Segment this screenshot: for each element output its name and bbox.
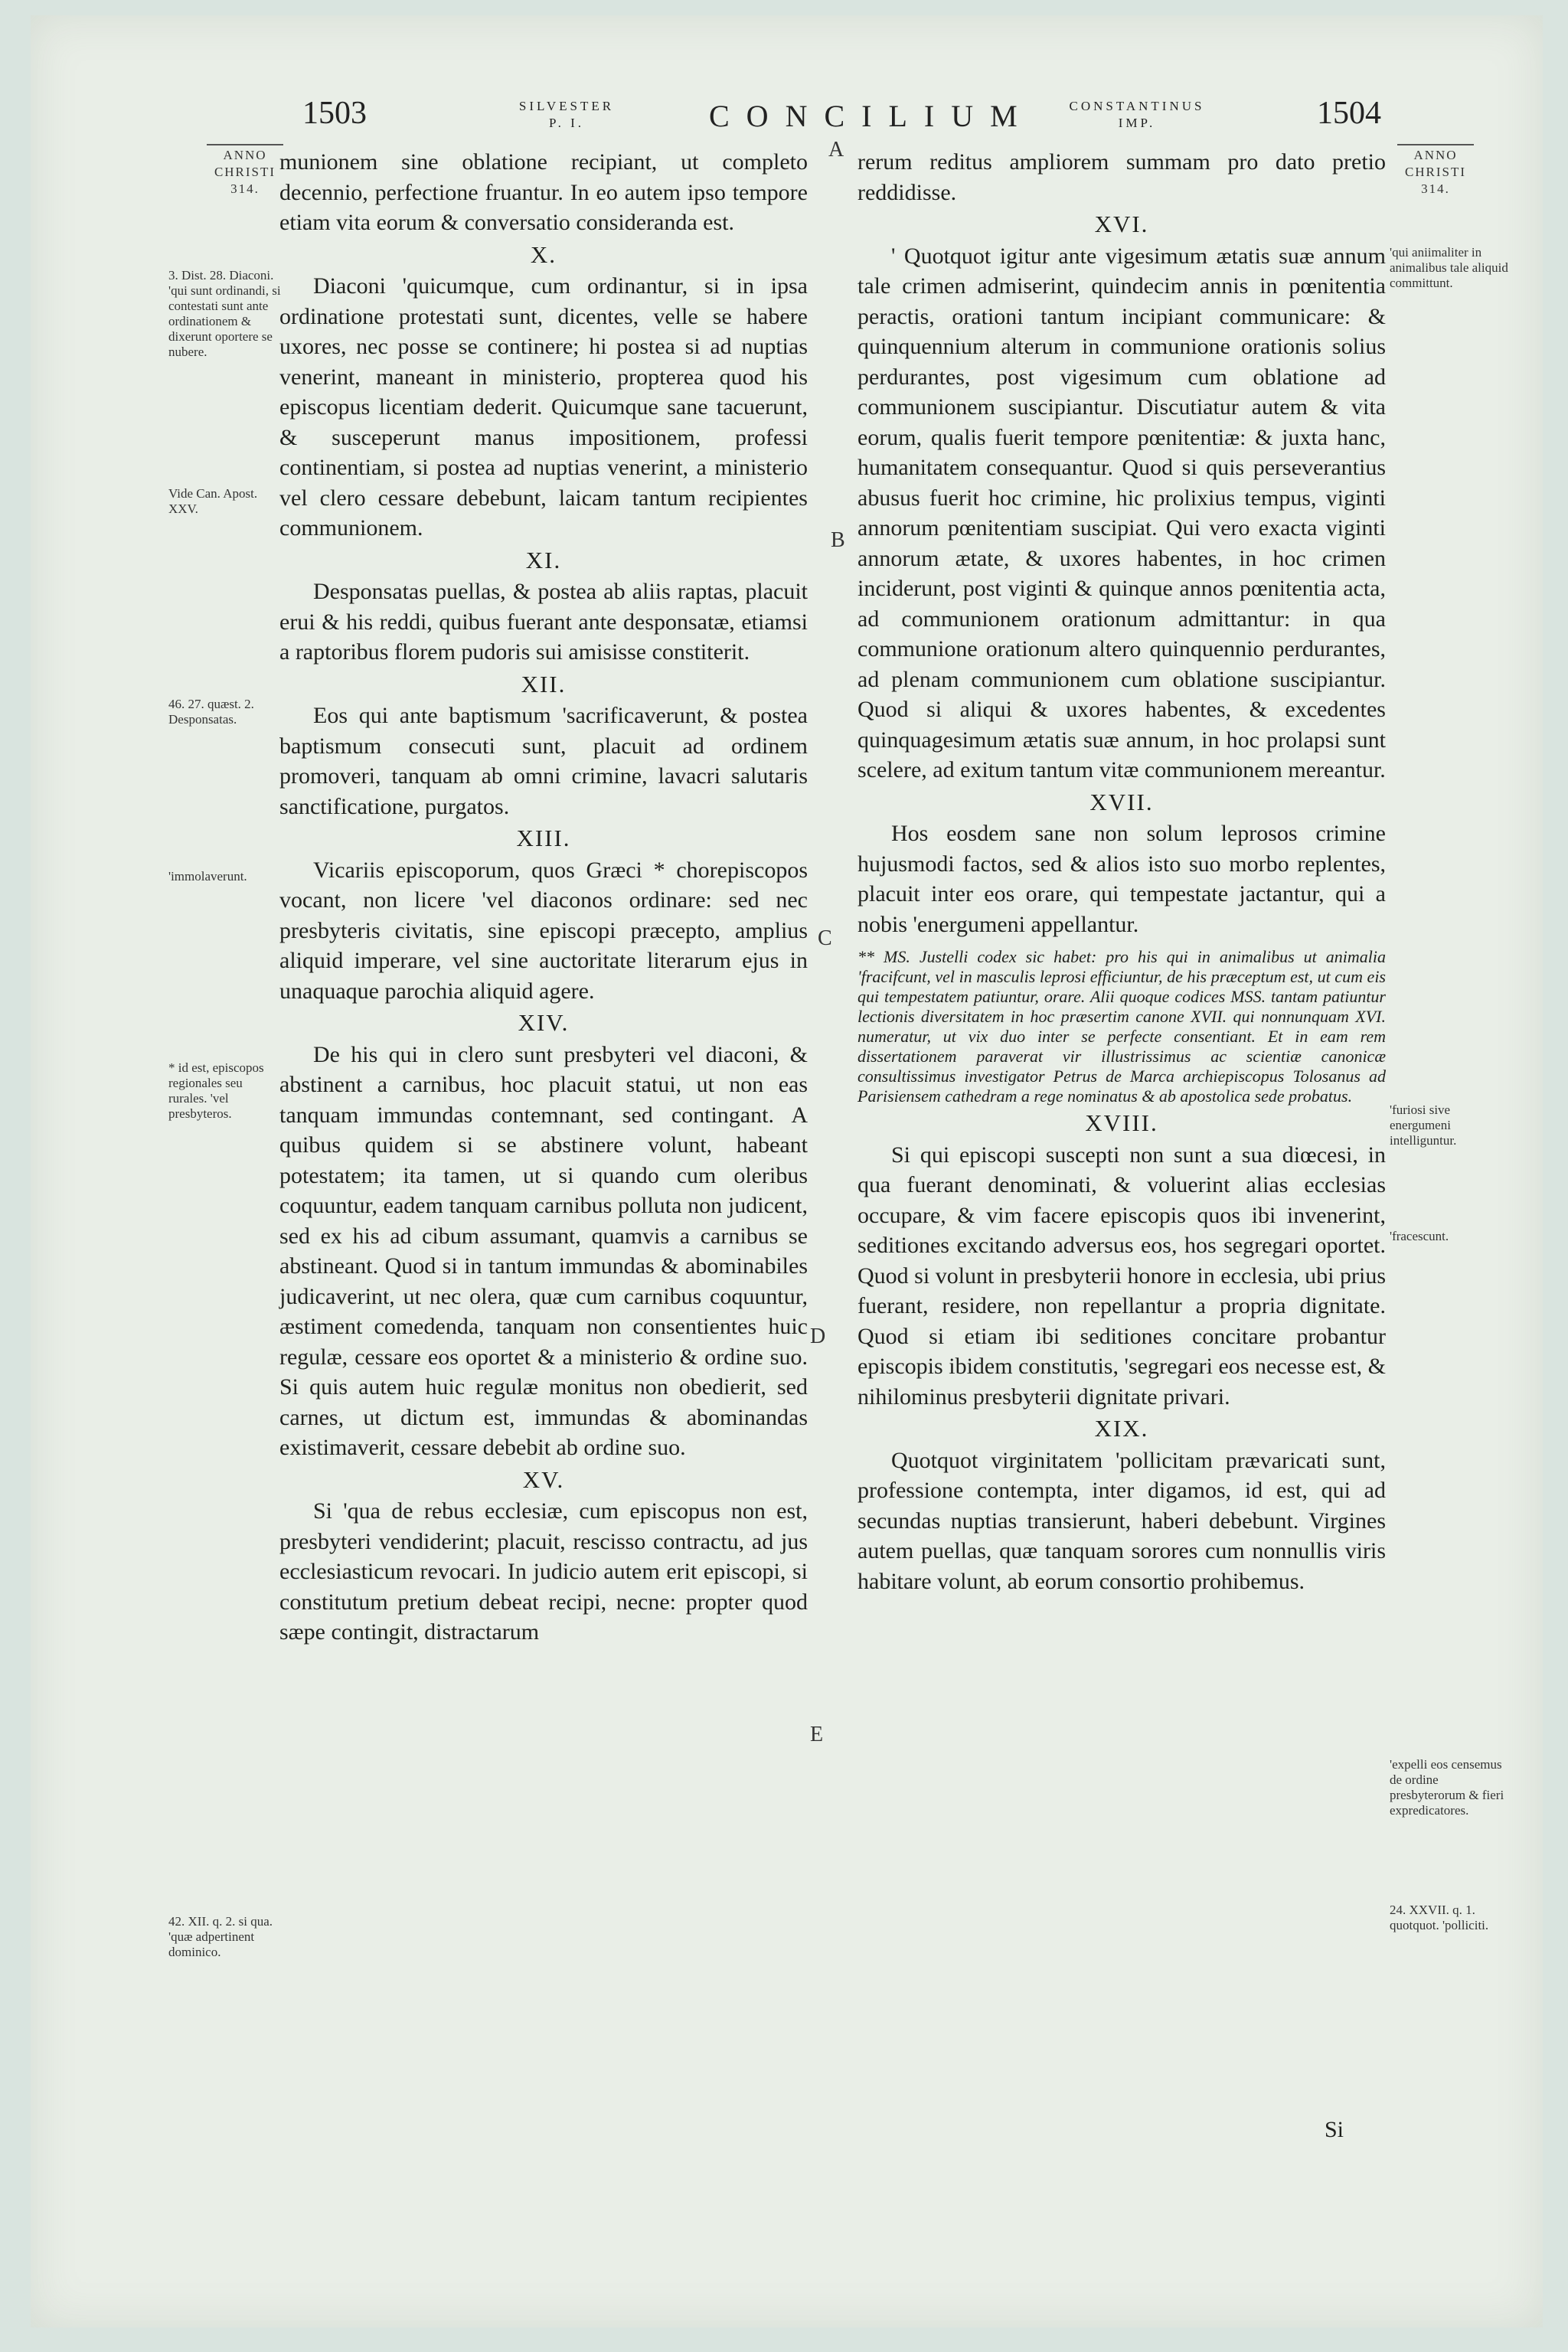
footnote: ** MS. Justelli codex sic habet: pro his qui in animalibus ut animalia 'fracifcunt, vel in masculis leprosi efficiuntur, de his præceptum est, ut cum eis qui tempestatem patiuntur, orare. Alii quoque codices MSS. tantam patiuntur lectionis diversitatem in hoc præsertim canone XVII. qui nonnunquam XVI. numeratur, ut vix duo inter se perfecte consentiant. Et in eam rem dissertationem paraverat vir illustrissimus ac scientiæ canonicæ consultissimus investigator Petrus de Marca archiepiscopus Tolosanus ad Parisiensem cathedram a rege nominatus & ab apostolica sede probatus. xyxy=(858,947,1386,1106)
canon-paragraph: rerum reditus ampliorem summam pro dato pretio reddidisse. xyxy=(858,149,1386,205)
canon-paragraph: Desponsatas puellas, & postea ab aliis raptas, placuit erui & his reddi, quibus fuerant ante desponsatæ, etiamsi a raptoribus florem pudoris sui amisisse constiterit. xyxy=(279,579,808,665)
left-text-column xyxy=(279,147,808,1648)
margin-note: 42. XII. q. 2. si qua. 'quæ adpertinent dominico. xyxy=(168,1914,273,1959)
section-marker: D xyxy=(810,1325,826,1348)
right-text-column xyxy=(858,147,1386,1596)
running-head-line: SILVESTER xyxy=(518,99,615,113)
right-running-head xyxy=(1049,98,1225,132)
left-page-number: 1503 xyxy=(302,96,367,131)
margin-note: 'furiosi sive energumeni intelliguntur. xyxy=(1390,1102,1457,1148)
canon-paragraph: De his qui in clero sunt presbyteri vel diaconi, & abstinent a carnibus, hoc placuit statui, ut non eas tanquam immundas contemnant, sed contingant. A quibus quidem si se abstinere volunt, habeant potestatem; ita tamen, ut si quando cum oleribus coquuntur, eadem tanquam carnibus polluta non judicent, sed ex his ad cibum assumant, quamvis a carnibus se abstineant. Quod si in tantum immundas & abominabiles judicaverint, ut nec olera, quæ cum carnibus coquuntur, æstiment comedenda, tanquam non consentientes huic regulæ, cessare eos oportet & a ministerio & ordine suo. Si quis autem huic regulæ monitus non obedierit, sed carnes, ut dictum est, immundas & abominandas existimaverit, cessare debebit ab ordine suo. xyxy=(279,1041,808,1460)
canon-number: X. xyxy=(530,240,557,268)
left-running-head xyxy=(505,98,628,132)
margin-note: 3. Dist. 28. Diaconi. 'qui sunt ordinandi, si contestati sunt ante ordinationem & dixerunt oportere se nubere. xyxy=(168,268,281,359)
canon-paragraph: munionem sine oblatione recipiant, ut completo decennio, perfectione fruantur. In eo autem ipso tempore etiam vita eorum & conversatio consideranda est. xyxy=(279,149,808,235)
canon-paragraph: Si qui episcopi suscepti non sunt a sua diœcesi, in qua fuerant denominati, & voluerint alias ecclesias occupare, & vim facere episcopis quos ibi invenerint, seditiones excitando adversus eos, hos segregari oportet. Quod si volunt in presbyterii honore in ecclesia, ubi prius fuerant, residere, non repellantur a propria dignitate. Quod si etiam ibi seditiones concitare probantur episcopis ibidem constitutis, 'segregari eos necesse est, & nihilominus presbyterii dignitate privari. xyxy=(858,1142,1386,1410)
canon-paragraph: Quotquot virginitatem 'pollicitam prævaricati sunt, professione contempta, inter digamos, id est, qui ad secundas nuptias transierunt, haberi debebunt. Virgines autem puellas, quæ tanquam sorores cum nonnullis viris habitare volunt, ab eorum consortio prohibemus. xyxy=(858,1447,1386,1594)
margin-note: 'immolaverunt. xyxy=(168,869,247,884)
anno-line: 314. xyxy=(230,181,260,196)
margin-note: 'expelli eos censemus de ordine presbyterorum & fieri expredicatores. xyxy=(1390,1757,1504,1818)
section-marker: B xyxy=(831,528,845,552)
margin-note: * id est, episcopos regionales seu rurales. 'vel presbyteros. xyxy=(168,1060,264,1121)
anno-line: CHRISTI xyxy=(214,165,276,179)
margin-note: 46. 27. quæst. 2. Desponsatas. xyxy=(168,697,254,727)
canon-number: XVII. xyxy=(1089,788,1154,815)
margin-note: 24. XXVII. q. 1. quotquot. 'polliciti. xyxy=(1390,1903,1489,1932)
canon-number: XVIII. xyxy=(1085,1109,1158,1136)
section-marker: A xyxy=(828,138,844,162)
running-head-line: CONSTANTINUS xyxy=(1069,99,1205,113)
canon-paragraph: Si 'qua de rebus ecclesiæ, cum episcopus non est, presbyteri vendiderint; placuit, rescisso contractu, ad jus ecclesiasticum revocari. In judicio autem erit episcopi, si constitutum pretium debeat recipi, necne: propter quod sæpe contingit, distractarum xyxy=(279,1498,808,1645)
canon-paragraph: Diaconi 'quicumque, cum ordinantur, si in ipsa ordinatione protestati sunt, dicentes, velle se habere uxores, nec posse se continere; hi postea si ad nuptias venerint, maneant in ministerio, propterea quod his episcopus licentiam dederit. Quicumque sane tacuerunt, & susceperunt manus impositionem, professi continentiam, si postea ad nuptias venerint, a ministerio vel clero cessare debebunt, laicam tantum recipientes communionem. xyxy=(279,273,808,541)
page-title: CONCILIUM xyxy=(709,99,1034,133)
anno-line: CHRISTI xyxy=(1404,165,1467,179)
anno-line: ANNO xyxy=(223,148,267,162)
margin-note: 'fracescunt. xyxy=(1390,1229,1449,1243)
running-head-line: P. I. xyxy=(549,116,584,130)
section-marker: C xyxy=(818,926,832,950)
canon-number: XIV. xyxy=(518,1009,570,1036)
canon-paragraph: Hos eosdem sane non solum leprosos crimine hujusmodi factos, sed & alios isto suo morbo replentes, placuit inter eos orare, qui tempestate jactantur, qui a nobis 'energumeni appellantur. xyxy=(858,821,1386,937)
catchword: Si xyxy=(1325,2117,1344,2142)
right-page-number: 1504 xyxy=(1317,96,1381,131)
canon-number: XIX. xyxy=(1094,1415,1149,1442)
running-head-line: IMP. xyxy=(1118,116,1156,130)
canon-paragraph: Vicariis episcoporum, quos Græci * chorepiscopos vocant, non licere 'vel diaconos ordinare: sed nec presbyteris civitatis, sine episcopi præcepto, amplius aliquid imperare, vel sine auctoritate literarum ejus in unaquaque parochia aliquid agere. xyxy=(279,857,808,1004)
canon-number: XII. xyxy=(521,670,567,697)
anno-line: 314. xyxy=(1421,181,1450,196)
canon-paragraph: Eos qui ante baptismum 'sacrificaverunt, & postea baptismum consecuti sunt, placuit ad ordinem promoveri, tanquam ab omni crimine, lavacri salutaris sanctificatione, purgatos. xyxy=(279,703,808,819)
anno-christi-left xyxy=(203,144,287,198)
canon-paragraph: ' Quotquot igitur ante vigesimum ætatis suæ annum tale crimen admiserint, quindecim annis in pœnitentia peractis, orationi tantum incipiant communicare: & quinquennium alterum in communione orationis solius perdurantes, post vigesimum cum oblatione ad communionem suscipiantur. Discutiatur autem & vita eorum, qualis fuerit tempore pœnitentiæ: & juxta hanc, humanitatem consequantur. Quod si quis perseverantius abusus fuerit hoc crimine, hic prolixius tempus, viginti annorum pœnitentiam suscipiat. Qui vero exacta viginti annorum ætate, & uxores habentes, in hoc crimen inciderunt, post viginti & quinque annos pœnitentia acta, ad communionem orationum admittantur: in qua communione orationum altero quinquennio perdurantes, ad plenam communionem cum oblatione suscipiantur. Quod si aliqui & uxores habentes, & excedentes quinquagesimum ætatis suæ annum, in hoc prolapsi sunt scelere, ad exitum tantum vitæ communionem mereantur. xyxy=(858,243,1386,782)
margin-note: Vide Can. Apost. XXV. xyxy=(168,486,258,516)
section-marker: E xyxy=(810,1723,824,1746)
canon-number: XVI. xyxy=(1094,211,1149,237)
canon-number: XI. xyxy=(525,546,562,573)
canon-number: XV. xyxy=(522,1465,565,1493)
anno-line: ANNO xyxy=(1413,148,1458,162)
anno-christi-right xyxy=(1393,144,1478,198)
margin-note: 'qui aniimaliter in animalibus tale aliquid committunt. xyxy=(1390,245,1508,290)
canon-number: XIII. xyxy=(516,825,571,851)
book-page xyxy=(31,15,1543,2328)
